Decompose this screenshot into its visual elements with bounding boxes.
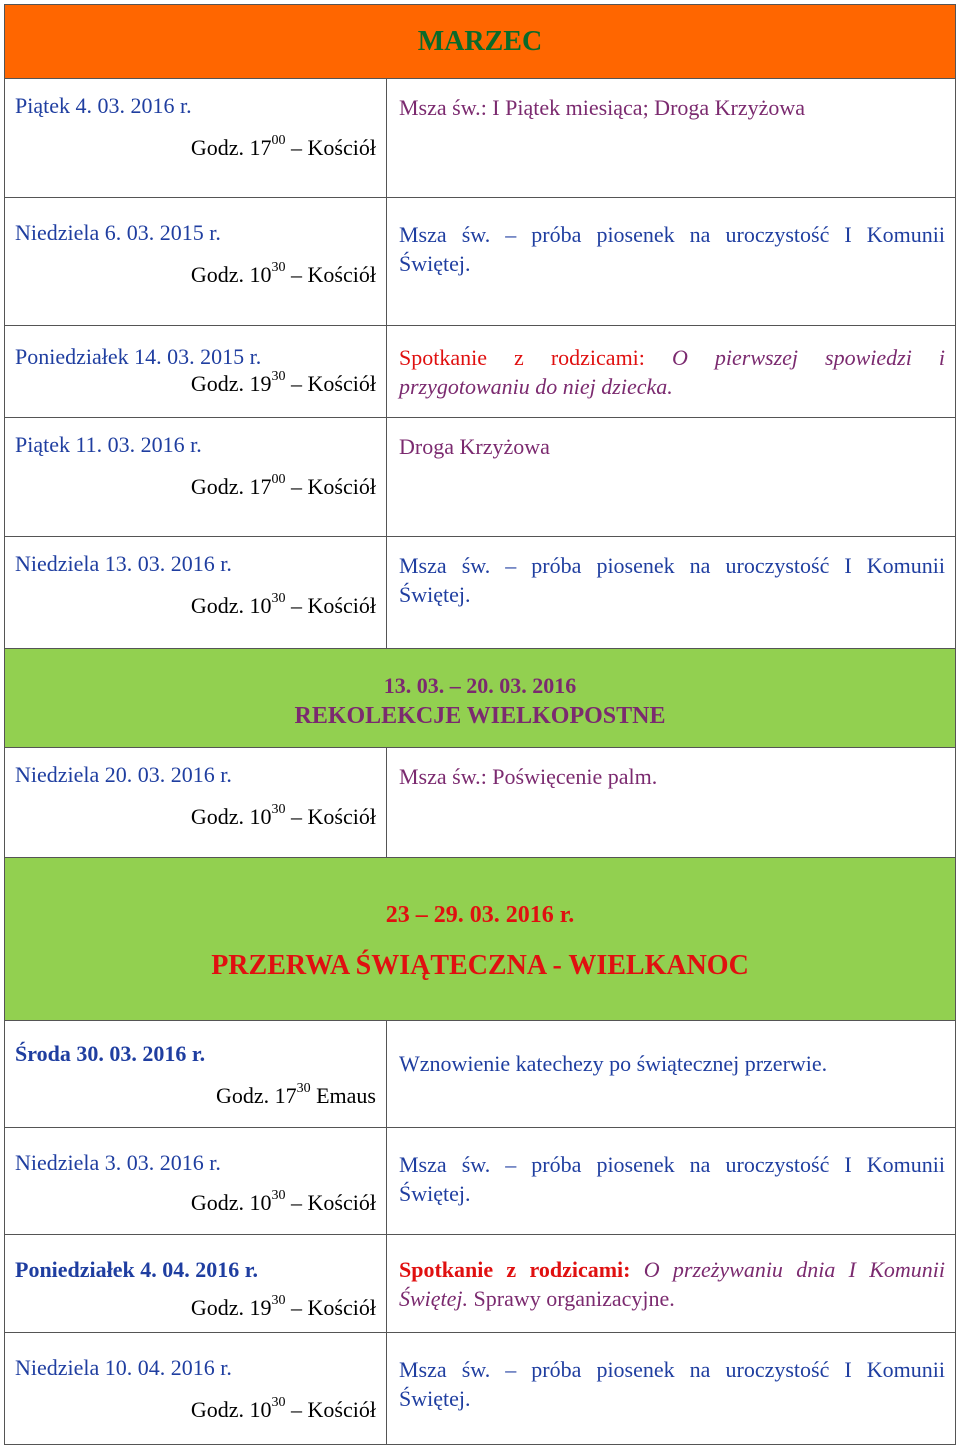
event-date: Środa 30. 03. 2016 r. — [15, 1041, 206, 1066]
event-time: Godz. $10^{30}$ – Kościół — [190, 801, 376, 829]
event-date: Poniedziałek 14. 03. 2015 r. — [15, 344, 262, 369]
event-date: Piątek 11. 03. 2016 r. — [15, 432, 202, 457]
table-row — [5, 747, 955, 857]
table-row — [5, 417, 955, 536]
event-date: Niedziela 3. 03. 2016 r. — [15, 1150, 221, 1175]
table-row — [5, 325, 955, 417]
event-time: Godz. $10^{30}$ – Kościół — [190, 1394, 376, 1422]
event-description: Droga Krzyżowa — [399, 434, 550, 459]
table-row — [5, 1332, 955, 1445]
event-date: Niedziela 6. 03. 2015 r. — [15, 220, 221, 245]
retreat-banner — [5, 648, 955, 747]
event-time: Godz. $17^{00}$ – Kościół — [190, 471, 376, 499]
event-description: Spotkanie z rodzicami: O przeżywaniu dnia I Komunii Świętej. Sprawy organizacyjne. — [399, 1257, 945, 1311]
event-date: Niedziela 10. 04. 2016 r. — [15, 1355, 232, 1380]
month-title-row — [5, 5, 955, 78]
holiday-dates: 23 – 29. 03. 2016 r. — [385, 902, 575, 928]
holiday-title: PRZERWA ŚWIĄTECZNA - WIELKANOC — [211, 950, 749, 981]
table-row — [5, 1127, 955, 1234]
event-description: Wznowienie katechezy po świątecznej przerwie. — [399, 1051, 828, 1076]
event-description: Msza św. – próba piosenek na uroczystość I Komunii Świętej. — [399, 222, 945, 276]
event-time: Godz. $10^{30}$ – Kościół — [190, 590, 376, 618]
month-title: MARZEC — [417, 26, 543, 57]
event-description: Msza św.: Poświęcenie palm. — [399, 764, 658, 789]
table-row — [5, 1020, 955, 1127]
event-date: Piątek 4. 03. 2016 r. — [15, 93, 192, 118]
retreat-dates: 13. 03. – 20. 03. 2016 — [383, 673, 577, 698]
table-row — [5, 78, 955, 197]
schedule-table — [4, 4, 956, 1445]
table-row — [5, 536, 955, 648]
event-description: Spotkanie z rodzicami: O pierwszej spowiedzi i przygotowaniu do niej dziecka. — [399, 345, 945, 399]
holiday-banner — [5, 857, 955, 1020]
event-time: Godz. $19^{30}$ – Kościół — [190, 368, 376, 396]
table-row — [5, 1234, 955, 1332]
event-date: Niedziela 20. 03. 2016 r. — [15, 762, 232, 787]
event-time: Godz. $10^{30}$ – Kościół — [190, 1187, 376, 1215]
event-time: Godz. $10^{30}$ – Kościół — [190, 259, 376, 287]
event-time: Godz. $17^{30}$ Emaus — [215, 1080, 376, 1108]
event-date: Poniedziałek 4. 04. 2016 r. — [15, 1257, 259, 1282]
table-row — [5, 197, 955, 325]
event-description: Msza św. – próba piosenek na uroczystość I Komunii Świętej. — [399, 1357, 945, 1411]
retreat-title: REKOLEKCJE WIELKOPOSTNE — [294, 703, 666, 729]
event-time: Godz. $19^{30}$ – Kościół — [190, 1292, 376, 1320]
event-description: Msza św. – próba piosenek na uroczystość I Komunii Świętej. — [399, 1152, 945, 1206]
event-description: Msza św.: I Piątek miesiąca; Droga Krzyżowa — [399, 95, 806, 120]
event-description: Msza św. – próba piosenek na uroczystość I Komunii Świętej. — [399, 553, 945, 607]
event-time: Godz. $17^{00}$ – Kościół — [190, 132, 376, 160]
event-date: Niedziela 13. 03. 2016 r. — [15, 551, 232, 576]
